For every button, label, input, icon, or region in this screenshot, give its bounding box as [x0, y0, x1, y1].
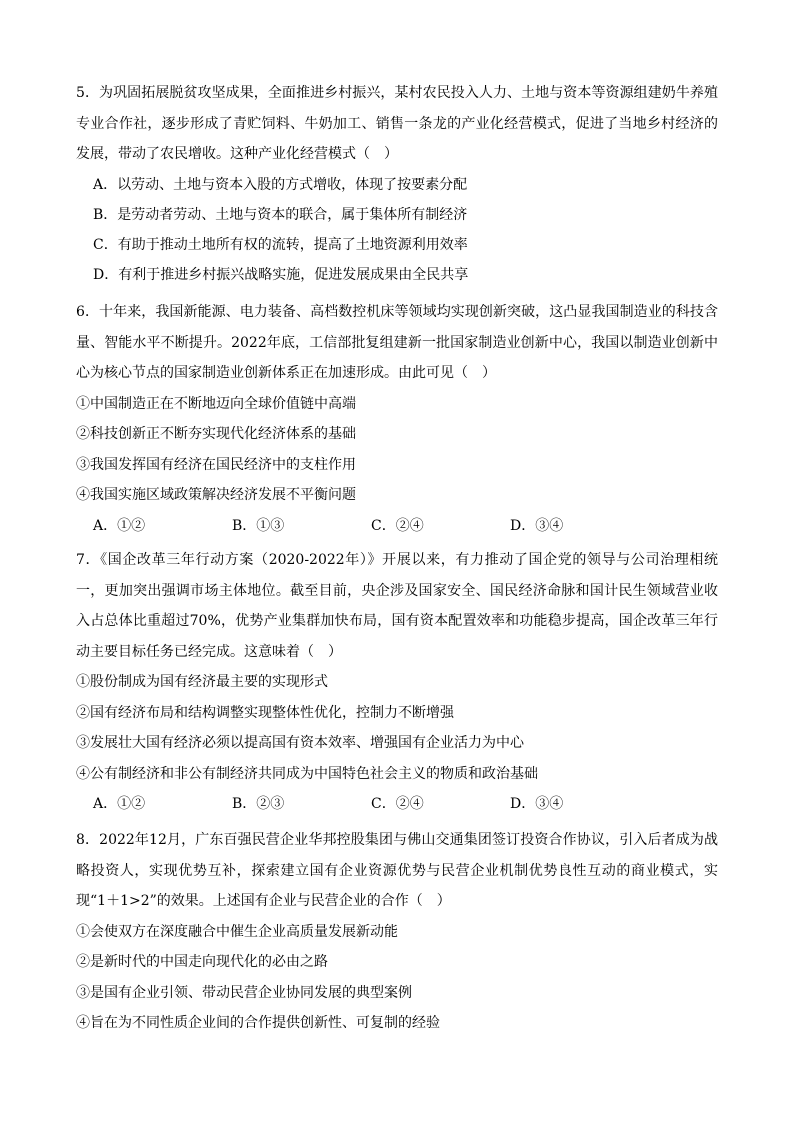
choice-a: A．①② — [93, 796, 146, 812]
statement-1: ①股份制成为国有经济最主要的实现形式 — [76, 674, 328, 690]
question-stem: 6．十年来，我国新能源、电力装备、高档数控机床等领域均实现创新突破，这凸显我国制造业的科技含量、智能水平不断提升。2022年底，工信部批复组建新一批国家制造业创新中心，我国以制造业创新中心为核心节点的国家制造业创新体系正在加速形成。由此可见（ ） — [76, 304, 718, 381]
option-c: C．有助于推动土地所有权的流转，提高了土地资源利用效率 — [93, 236, 468, 253]
choice-c: C．②④ — [371, 517, 424, 534]
statement-2: ②国有经济布局和结构调整实现整体性优化，控制力不断增强 — [76, 704, 454, 721]
question-8 — [76, 825, 718, 1039]
statement-4: ④公有制经济和非公有制经济共同成为中国特色社会主义的物质和政治基础 — [76, 765, 538, 782]
statement-3: ③我国发挥国有经济在国民经济中的支柱作用 — [76, 456, 356, 473]
choice-d: D．③④ — [510, 517, 564, 534]
answer-choices — [76, 511, 718, 542]
choice-d: D．③④ — [510, 796, 564, 812]
question-stem: 5．为巩固拓展脱贫攻坚成果，全面推进乡村振兴，某村农民投入人力、土地与资本等资源组建奶牛养殖专业合作社，逐步形成了青贮饲料、牛奶加工、销售一条龙的产业化经营模式，促进了当地乡村经济的发展，带动了农民增收。这种产业化经营模式（ ） — [76, 85, 718, 162]
question-stem: 8．2022年12月，广东百强民营企业华邦控股集团与佛山交通集团签订投资合作协议，引入后者成为战略投资人，实现优势互补，探索建立国有企业资源优势与民营企业机制优势良性互动的商业模式，实现“1＋1>2”的效果。上述国有企业与民营企业的合作（ ） — [76, 832, 718, 909]
option-d: D．有利于推进乡村振兴战略实施，促进发展成果由全民共享 — [93, 266, 469, 283]
statement-4: ④我国实施区域政策解决经济发展不平衡问题 — [76, 487, 356, 503]
option-a: A．以劳动、土地与资本入股的方式增收，体现了按要素分配 — [93, 176, 468, 193]
statement-3: ③是国有企业引领、带动民营企业协同发展的典型案例 — [76, 984, 412, 1001]
statement-4: ④旨在为不同性质企业间的合作提供创新性、可复制的经验 — [76, 1015, 440, 1031]
statement-3: ③发展壮大国有经济必须以提高国有资本效率、增强国有企业活力为中心 — [76, 735, 524, 751]
choice-b: B．②③ — [232, 796, 285, 812]
question-5 — [76, 78, 718, 290]
statement-2: ②是新时代的中国走向现代化的必由之路 — [76, 954, 328, 970]
question-7 — [76, 545, 718, 820]
question-6 — [76, 297, 718, 541]
statement-2: ②科技创新正不断夯实现代化经济体系的基础 — [76, 426, 356, 442]
answer-choices — [76, 789, 718, 820]
choice-a: A．①② — [93, 517, 146, 534]
option-b: B．是劳动者劳动、土地与资本的联合，属于集体所有制经济 — [93, 206, 468, 223]
question-stem: 7．《国企改革三年行动方案（2020-2022年）》开展以来，有力推动了国企党的领导与公司治理相统一，更加突出强调市场主体地位。截至目前，央企涉及国家安全、国民经济命脉和国计民生领域营业收入占总体比重超过70%，优势产业集群加快布局，国有资本配置效率和功能稳步提高，国企改革三年行动主要目标任务已经完成。这意味着（ ） — [76, 552, 718, 660]
statement-1: ①会使双方在深度融合中催生企业高质量发展新动能 — [76, 923, 398, 940]
statement-1: ①中国制造正在不断地迈向全球价值链中高端 — [76, 395, 356, 412]
choice-c: C．②④ — [371, 796, 424, 812]
choice-b: B．①③ — [232, 517, 285, 534]
